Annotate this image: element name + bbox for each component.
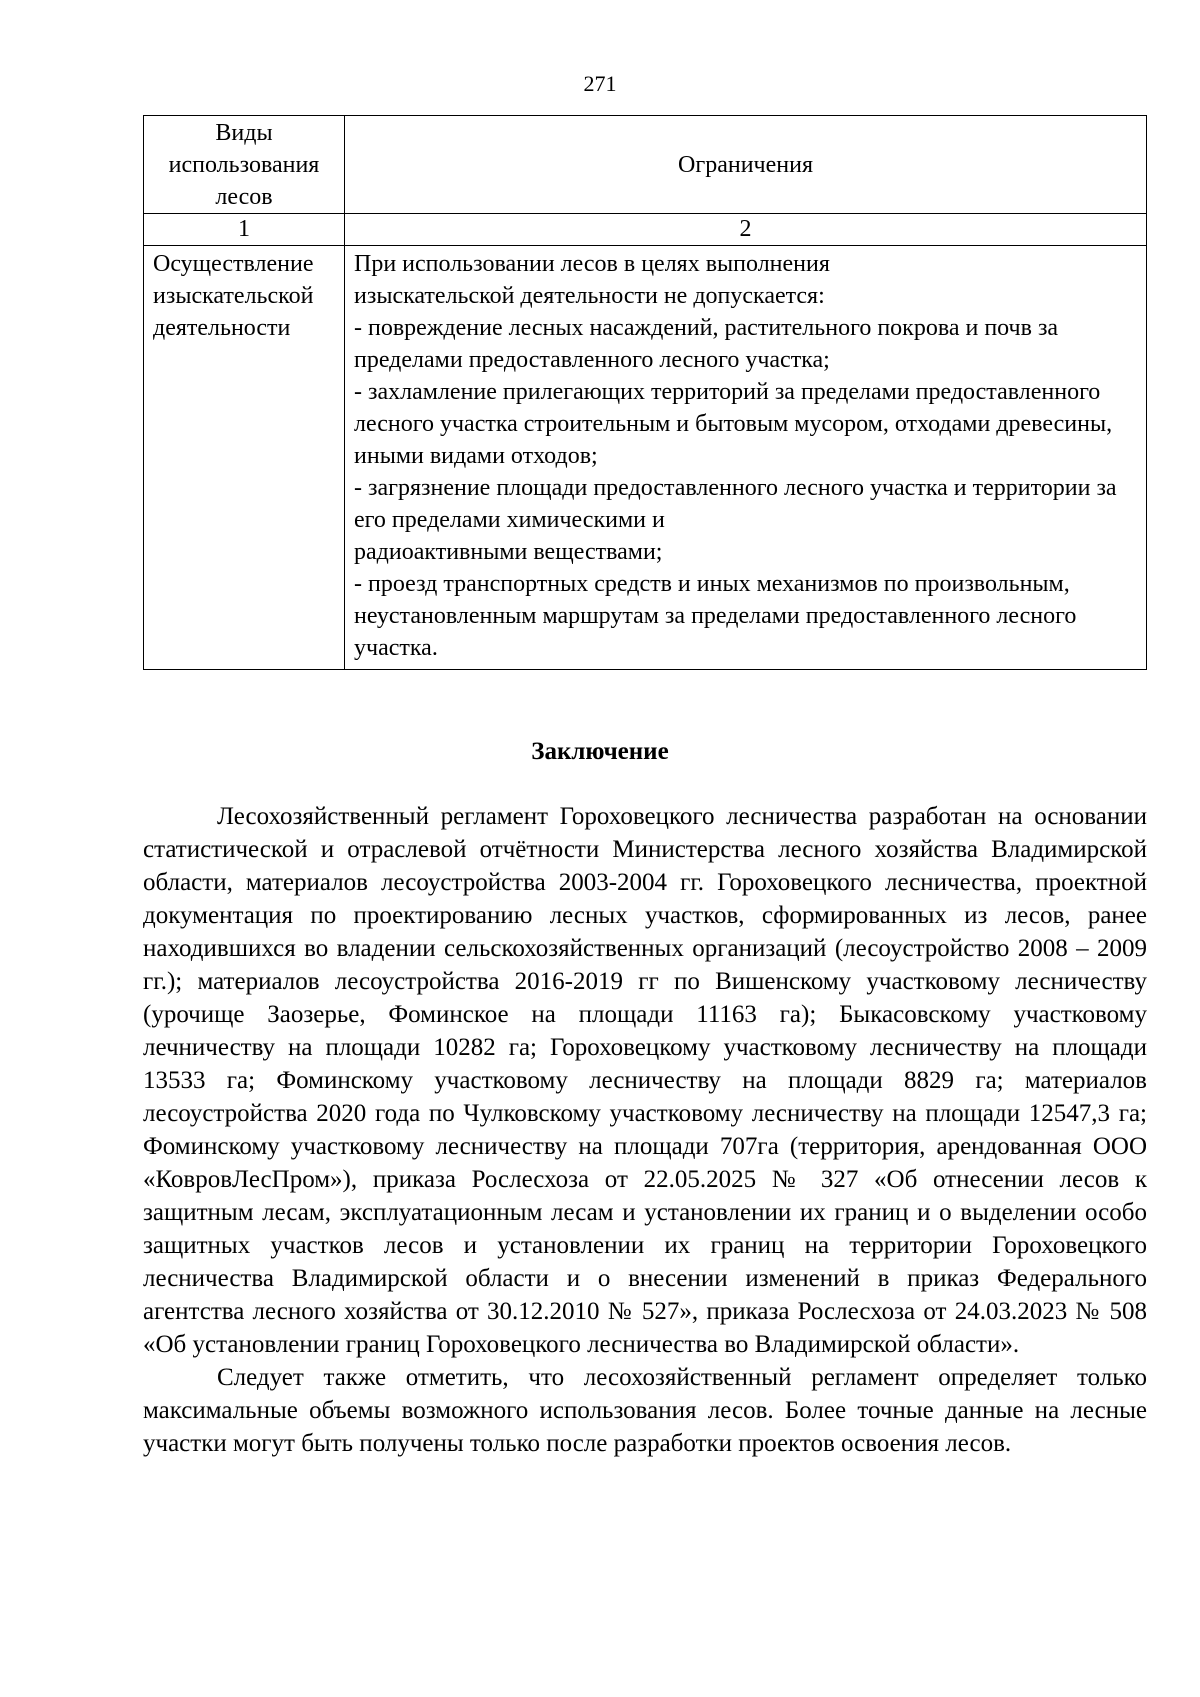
forest-use-cell: Осуществление изыскательской деятельности bbox=[144, 246, 345, 670]
table-row bbox=[144, 246, 1147, 670]
conclusion-paragraph-1: Лесохозяйственный регламент Гороховецкого лесничества разработан на основании статистической и отраслевой отчётности Министерства лесного хозяйства Владимирской области, материалов лесоустройства 2003-2004 гг. Гороховецкого лесничества, проектной документация по проектированию лесных участков, сформированных из лесов, ранее находившихся во владении сельскохозяйственных организаций (лесоустройство 2008 – 2009 гг.); материалов лесоустройства 2016-2019 гг по Вишенскому участковому лесничеству (урочище Заозерье, Фоминское на площади 11163 га); Быкасовскому участковому лечничеству на площади 10282 га; Гороховецкому участковому лесничеству на площади 13533 га; Фоминскому участковому лесничеству на площади 8829 га; материалов лесоустройства 2020 года по Чулковскому участковому лесничеству на площади 12547,3 га; Фоминскому участковому лесничеству на площади 707га (территория, арендованная ООО «КовровЛесПром»), приказа Рослесхоза от 22.05.2025 № 327 «Об отнесении лесов к защитным лесам, эксплуатационным лесам и установлении их границ и о выделении особо защитных участков лесов и установлении их границ на территории Гороховецкого лесничества Владимирской области и о внесении изменений в приказ Федерального агентства лесного хозяйства от 30.12.2010 № 527», приказа Рослесхоза от 24.03.2023 № 508 «Об установлении границ Гороховецкого лесничества во Владимирской области». bbox=[143, 803, 1147, 1358]
conclusion-paragraph-2: Следует также отметить, что лесохозяйственный регламент определяет только максимальные объемы возможного использования лесов. Более точные данные на лесные участки могут быть получены только после разработки проектов освоения лесов. bbox=[143, 1364, 1147, 1457]
header-forest-use-types: Виды использования лесов bbox=[144, 116, 345, 214]
header-restrictions: Ограничения bbox=[345, 116, 1147, 214]
table-header-row bbox=[144, 116, 1147, 214]
restrictions-cell: При использовании лесов в целях выполнения изыскательской деятельности не допускается: - повреждение лесных насаждений, растительного покрова и почв за пределами предоставленного лесного участка; - захламление прилегающих территорий за пределами предоставленного лесного участка строительным и бытовым мусором, отходами древесины, иными видами отходов; - загрязнение площади предоставленного лесного участка и территории за его пределами химическими и радиоактивными веществами; - проезд транспортных средств и иных механизмов по произвольным, неустановленным маршрутам за пределами предоставленного лесного участка. bbox=[345, 246, 1147, 670]
conclusion-body bbox=[143, 800, 1147, 1460]
column-number-1: 1 bbox=[144, 214, 345, 246]
page-number: 271 bbox=[583, 71, 617, 96]
conclusion-title: Заключение bbox=[531, 738, 669, 765]
column-number-row bbox=[144, 214, 1147, 246]
restrictions-table bbox=[143, 115, 1147, 670]
column-number-2: 2 bbox=[345, 214, 1147, 246]
